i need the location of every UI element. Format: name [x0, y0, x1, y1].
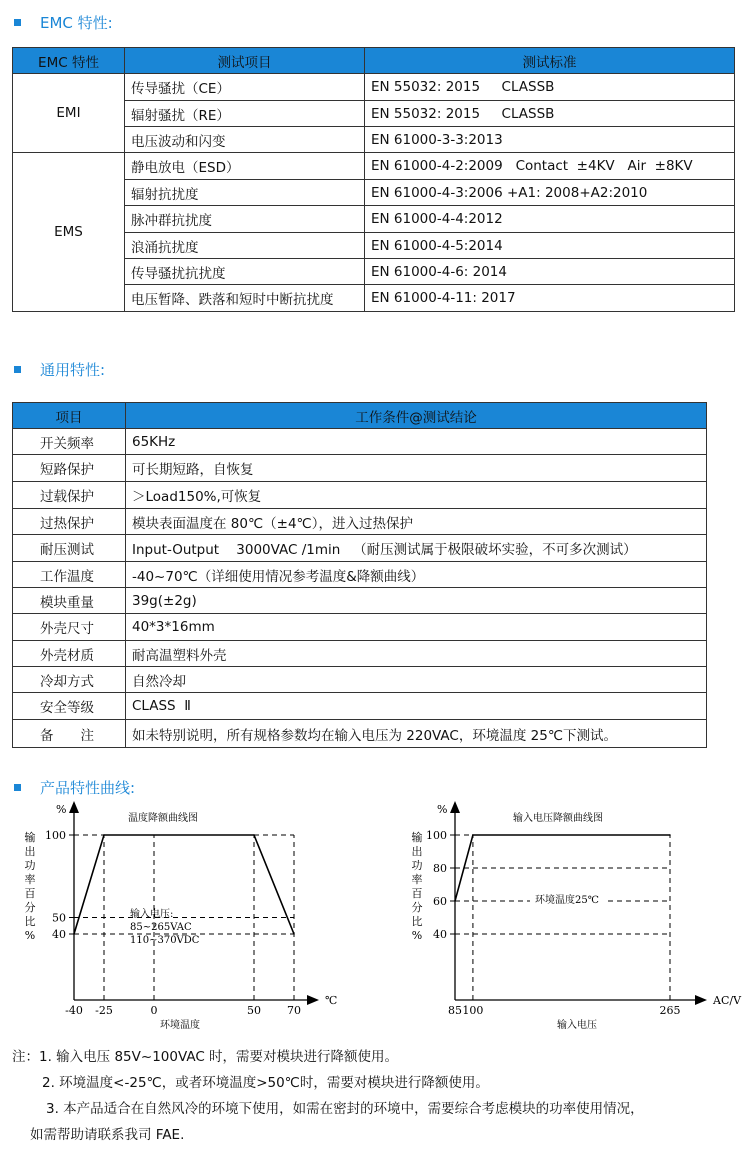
annotation-line: 85~265VAC [130, 922, 192, 933]
data-point [669, 834, 671, 836]
general-header-condition: 工作条件@测试结论 [126, 403, 707, 429]
annotation-label: 环境温度25℃ [535, 895, 599, 906]
table-row [13, 693, 707, 720]
y-unit-label: % [56, 803, 67, 816]
y-axis-label-char: 出 [411, 845, 423, 858]
ems-group-label: EMS [13, 153, 125, 312]
data-point [472, 834, 474, 836]
x-unit-label: ℃ [325, 994, 338, 1007]
table-row [13, 509, 707, 535]
y-unit-label: % [437, 803, 448, 816]
x-unit-label: AC/V [713, 994, 742, 1007]
table-row [13, 641, 707, 667]
spec-item: 工作温度 [13, 562, 126, 588]
annotation-line: 110~370VDC [130, 935, 200, 946]
x-tick-label: -25 [95, 1004, 113, 1017]
y-axis-label-char: % [24, 929, 36, 942]
spec-item: 备 注 [13, 720, 126, 748]
y-axis-label-char: 出 [24, 845, 36, 858]
spec-item: 外壳尺寸 [13, 614, 126, 641]
spec-item: 过热保护 [13, 509, 126, 535]
y-axis-arrow-icon [69, 801, 79, 813]
y-axis-label-char: 比 [24, 915, 36, 928]
spec-item: 冷却方式 [13, 667, 126, 693]
spec-value: 耐高温塑料外壳 [126, 641, 707, 667]
test-standard: EN 61000-4-11: 2017 [365, 285, 735, 312]
test-item: 电压暂降、跌落和短时中断抗扰度 [125, 285, 365, 312]
table-row [13, 667, 707, 693]
y-tick-label: 80 [433, 862, 447, 875]
spec-value: 39g(±2g) [126, 588, 707, 614]
annotation-line: 输入电压: [130, 909, 174, 920]
y-axis-label-char: 输 [411, 831, 423, 844]
test-standard: EN 55032: 2015 CLASSB [365, 74, 735, 101]
note-line-4: 如需帮助请联系我司 FAE. [30, 1127, 185, 1143]
table-row [13, 614, 707, 641]
y-tick-label: 50 [52, 911, 66, 925]
y-axis-label-char: 率 [24, 873, 36, 886]
spec-item: 耐压测试 [13, 535, 126, 562]
spec-value: Input-Output 3000VAC /1min （耐压测试属于极限破坏实验，不可多次测试） [126, 535, 707, 562]
spec-value: 可长期短路，自恢复 [126, 455, 707, 482]
data-point [454, 900, 456, 902]
table-row [13, 535, 707, 562]
spec-value: 自然冷却 [126, 667, 707, 693]
emc-header-category: EMC 特性 [13, 48, 125, 74]
test-item: 传导骚扰抗扰度 [125, 259, 365, 285]
spec-item: 开关频率 [13, 429, 126, 455]
x-tick-label: 265 [659, 1004, 681, 1017]
test-item: 传导骚扰（CE） [125, 74, 365, 101]
emc-section-title: EMC 特性: [14, 12, 113, 33]
data-point [73, 933, 75, 935]
spec-value: 模块表面温度在 80℃（±4℃），进入过热保护 [126, 509, 707, 535]
table-row [13, 720, 707, 748]
y-tick-label: 40 [52, 928, 66, 941]
x-axis-arrow-icon [695, 995, 707, 1005]
y-axis-label-char: 输 [24, 831, 36, 844]
x-axis-label: 环境温度 [160, 1020, 200, 1031]
x-tick-label: 85 [448, 1004, 462, 1017]
bullet-square-icon [14, 784, 21, 791]
spec-value: 如未特别说明，所有规格参数均在输入电压为 220VAC，环境温度 25℃下测试。 [126, 720, 707, 748]
table-row [13, 74, 735, 101]
spec-value: 40*3*16mm [126, 614, 707, 641]
voltage-derating-chart [405, 795, 750, 1035]
test-standard: EN 61000-4-2:2009 Contact ±4KV Air ±8KV [365, 153, 735, 180]
bullet-square-icon [14, 19, 21, 26]
table-row [13, 588, 707, 614]
test-standard: EN 55032: 2015 CLASSB [365, 101, 735, 127]
derating-curve [74, 835, 294, 934]
test-standard: EN 61000-3-3:2013 [365, 127, 735, 153]
y-axis-arrow-icon [450, 801, 460, 813]
note-line-1: 注：1. 输入电压 85V~100VAC 时，需要对模块进行降额使用。 [12, 1049, 399, 1065]
y-axis-label-char: 功 [411, 859, 423, 872]
note-line-3: 3. 本产品适合在自然风冷的环境下使用，如需在密封的环境中，需要综合考虑模块的功率使用情况， [46, 1101, 644, 1117]
general-header-item: 项目 [13, 403, 126, 429]
spec-value: -40~70℃（详细使用情况参考温度&降额曲线） [126, 562, 707, 588]
curves-section-title: 产品特性曲线: [14, 777, 135, 798]
y-tick-label: 60 [433, 895, 447, 908]
test-item: 辐射抗扰度 [125, 180, 365, 206]
table-row [13, 482, 707, 509]
y-axis-label-char: 功 [24, 859, 36, 872]
y-tick-label: 100 [426, 829, 447, 842]
general-section-title: 通用特性: [14, 359, 105, 380]
test-standard: EN 61000-4-3:2006 +A1: 2008+A2:2010 [365, 180, 735, 206]
spec-item: 安全等级 [13, 693, 126, 720]
data-point [293, 933, 295, 935]
test-item: 电压波动和闪变 [125, 127, 365, 153]
x-axis-label: 输入电压 [557, 1020, 597, 1031]
data-point [253, 834, 255, 836]
data-point [103, 834, 105, 836]
test-standard: EN 61000-4-6: 2014 [365, 259, 735, 285]
spec-item: 过载保护 [13, 482, 126, 509]
x-tick-label: 100 [462, 1004, 484, 1017]
emc-table [12, 47, 735, 312]
y-axis-label-char: 比 [411, 915, 423, 928]
x-tick-label: -40 [65, 1004, 83, 1017]
y-axis-label-char: 率 [411, 873, 423, 886]
x-tick-label: 50 [247, 1004, 261, 1017]
test-standard: EN 61000-4-5:2014 [365, 233, 735, 259]
test-item: 浪涌抗扰度 [125, 233, 365, 259]
table-row [13, 455, 707, 482]
emi-group-label: EMI [13, 74, 125, 153]
y-tick-label: 40 [433, 928, 447, 941]
notes [12, 1044, 644, 1148]
general-table [12, 402, 707, 748]
test-standard: EN 61000-4-4:2012 [365, 206, 735, 233]
x-tick-label: 70 [287, 1004, 301, 1017]
x-axis-arrow-icon [307, 995, 319, 1005]
y-axis-label-char: 百 [24, 887, 36, 900]
test-item: 脉冲群抗扰度 [125, 206, 365, 233]
table-row [13, 562, 707, 588]
y-tick-label: 100 [45, 829, 66, 842]
y-axis-label-char: % [411, 929, 423, 942]
y-axis-label-char: 分 [24, 901, 36, 914]
spec-item: 模块重量 [13, 588, 126, 614]
test-item: 静电放电（ESD） [125, 153, 365, 180]
spec-value: CLASS Ⅱ [126, 693, 707, 720]
spec-value: ＞Load150%,可恢复 [126, 482, 707, 509]
chart-title: 输入电压降额曲线图 [513, 813, 603, 824]
emc-header-standard: 测试标准 [365, 48, 735, 74]
spec-item: 短路保护 [13, 455, 126, 482]
y-axis-label-char: 分 [411, 901, 423, 914]
spec-item: 外壳材质 [13, 641, 126, 667]
table-row [13, 153, 735, 180]
spec-value: 65KHz [126, 429, 707, 455]
bullet-square-icon [14, 366, 21, 373]
temperature-derating-chart [10, 795, 355, 1035]
y-axis-label-char: 百 [411, 887, 423, 900]
emc-header-item: 测试项目 [125, 48, 365, 74]
chart-title: 温度降额曲线图 [128, 813, 198, 824]
x-tick-label: 0 [150, 1004, 158, 1017]
note-line-2: 2. 环境温度<-25℃，或者环境温度>50℃时，需要对模块进行降额使用。 [42, 1075, 489, 1091]
test-item: 辐射骚扰（RE） [125, 101, 365, 127]
table-row [13, 429, 707, 455]
